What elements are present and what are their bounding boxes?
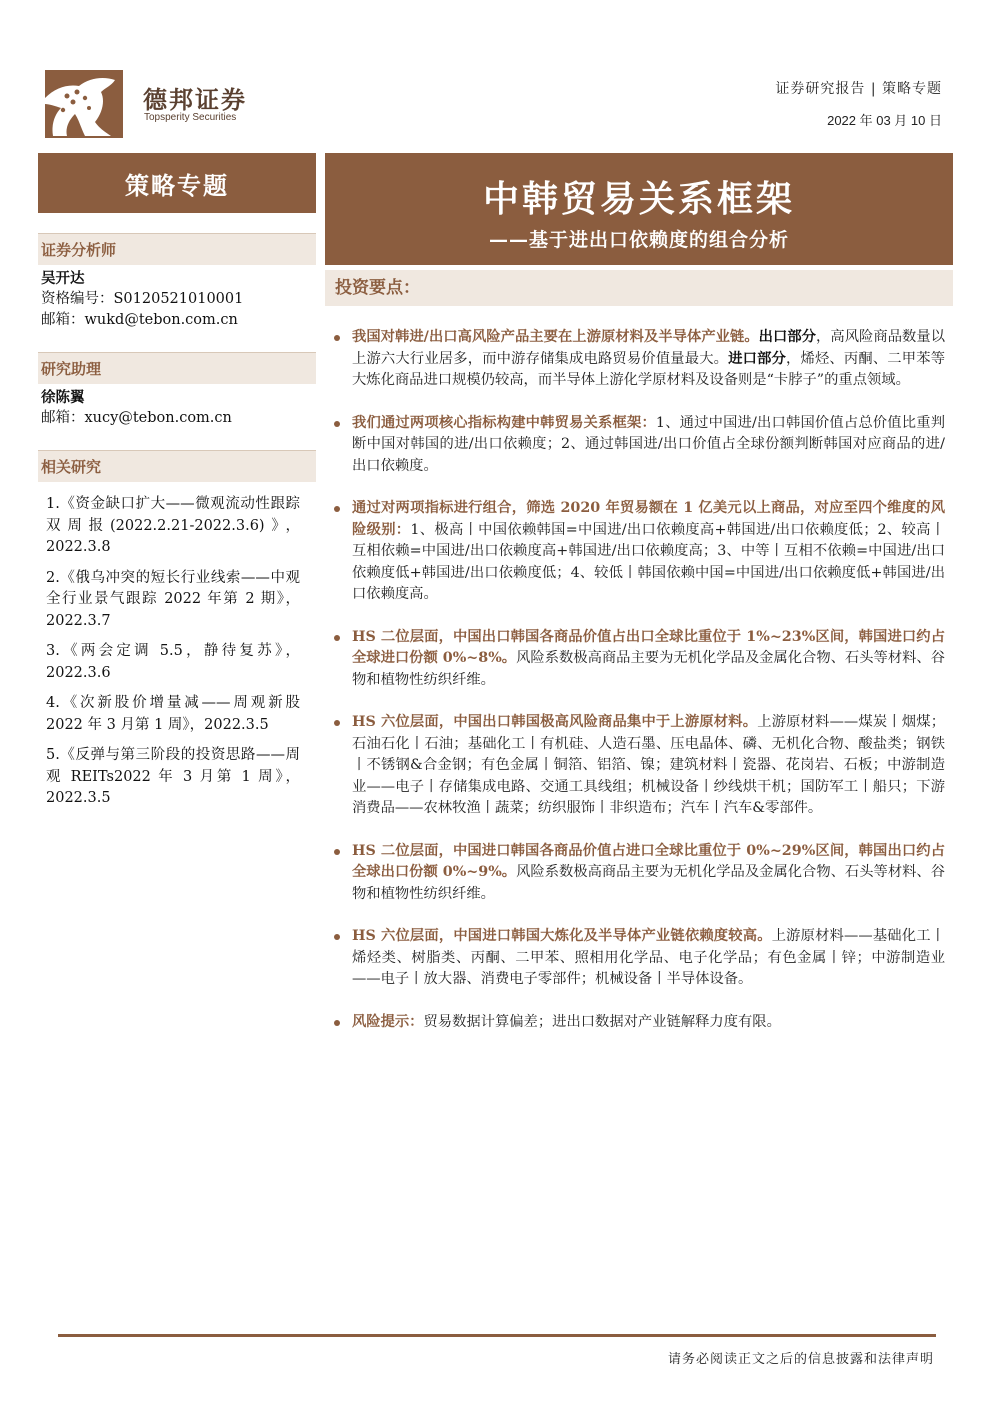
bullet-dot-icon [334,335,340,341]
company-logo [45,70,255,140]
logo-english-name: Topsperity Securities [144,112,237,123]
assistant-info [41,387,232,429]
related-item[interactable]: 5.《反弹与第三阶段的投资思路——周观 REITs2022 年 3 月第 1 周》，2022.3.5 [46,747,300,806]
key-point-text: ，烯烃、丙酮、二甲苯等大炼化商品进口规模仍较高，而半导体上游化学原材料及设备则是“卡脖子”的重点领域。 [352,350,946,388]
analyst-cert: 资格编号：S0120521010001 [41,291,244,307]
assistant-heading: 研究助理 [38,352,316,384]
key-point [332,413,945,478]
key-point [332,498,945,606]
related-heading: 相关研究 [38,450,316,482]
key-point-highlight: HS 六位层面，中国进口韩国大炼化及半导体产业链依赖度较高。 [352,928,772,944]
bullet-dot-icon [334,421,340,427]
bullet-dot-icon [334,635,340,641]
key-point-highlight: 通过对两项指标进行组合，筛选 2020 年贸易额在 1 亿美元以上商品，对应至四个维度的风险级别： [352,500,945,538]
analyst-name: 吴开达 [41,270,85,287]
bullet-dot-icon [334,849,340,855]
bullet-dot-icon [334,934,340,940]
analyst-heading: 证券分析师 [38,233,316,265]
key-point-highlight: 我国对韩进/出口高风险产品主要在上游原材料及半导体产业链。 [352,329,759,345]
key-point-highlight: HS 二位层面，中国进口韩国各商品价值占进口全球比重位于 0%~29%区间，韩国出口约占全球出口份额 0%~9%。 [352,842,945,880]
risk-warning [332,1012,945,1034]
key-points-heading: 投资要点： [325,270,953,306]
key-point [332,327,945,392]
related-item[interactable]: 1.《资金缺口扩大——微观流动性跟踪双周报(2022.2.21-2022.3.6)》，2022.3.8 [46,496,300,555]
risk-warning-label: 风险提示： [352,1013,424,1030]
assistant-email[interactable]: 邮箱：xucy@tebon.com.cn [41,410,232,426]
key-point-highlight: HS 六位层面，中国出口韩国极高风险商品集中于上游原材料。 [352,714,758,730]
analyst-info [41,268,243,331]
key-point-bold: 进口部分 [728,350,787,367]
logo-chinese-name: 德邦证券 [143,86,247,114]
key-point-text: 1、通过中国进/出口韩国价值占总价值比重判断中国对韩国的进/出口依赖度；2、通过韩国进/出口价值占全球份额判断韩国对应商品的进/出口依赖度。 [352,414,945,474]
footer-divider [58,1334,936,1337]
report-date: 2022 年 03 月 10 日 [827,113,942,128]
key-point [332,926,945,991]
key-point [332,712,945,820]
key-point-text: 风险系数极高商品主要为无机化学品及金属化合物、石头等材料、谷物和植物性纺织纤维。 [352,650,946,688]
analyst-email[interactable]: 邮箱：wukd@tebon.com.cn [41,312,238,328]
report-header [775,78,942,129]
key-point-bold: 出口部分 [758,329,817,345]
key-point [332,627,945,692]
related-item[interactable]: 3.《两会定调 5.5，静待复苏》，2022.3.6 [46,643,300,681]
leopard-logo-icon [45,70,123,138]
key-points-list [332,327,945,1054]
category-banner: 策略专题 [38,153,316,213]
bullet-dot-icon [334,506,340,512]
key-point-text: 上游原材料——基础化工丨烯烃类、树脂类、丙酮、二甲苯、照相用化学品、电子化学品；有色金属丨锌；中游制造业——电子丨放大器、消费电子零部件；机械设备丨半导体设备。 [352,928,946,987]
report-title: 中韩贸易关系框架 [482,178,795,220]
bullet-dot-icon [334,720,340,726]
related-item[interactable]: 2.《俄乌冲突的短长行业线索——中观全行业景气跟踪 2022 年第 2 期》，2022.3.7 [46,569,300,629]
key-point-text: 1、极高丨中国依赖韩国=中国进/出口依赖度高+韩国进/出口依赖度低；2、较高丨互相依赖=中国进/出口依赖度高+韩国进/出口依赖度高；3、中等丨互相不依赖=中国进/出口依赖度低+韩国进/出口依赖度低；4、较低丨韩国依赖中国=中国进/出口依赖度低+韩国进/出口依赖度高。 [352,521,946,602]
key-point-highlight: HS 二位层面，中国出口韩国各商品价值占出口全球比重位于 1%~23%区间，韩国进口约占全球进口份额 0%~8%。 [352,628,945,666]
related-research-list [46,494,300,819]
assistant-name: 徐陈翼 [41,389,85,406]
key-point-text: 风险系数极高商品主要为无机化学品及金属化合物、石头等材料、谷物和植物性纺织纤维。 [352,864,946,902]
related-item[interactable]: 4.《次新股价增量减——周观新股 2022 年 3 月第 1 周》，2022.3.5 [46,695,300,733]
title-banner [325,153,953,265]
key-point-highlight: 我们通过两项核心指标构建中韩贸易关系框架： [352,414,656,431]
report-type: 证券研究报告 | 策略专题 [775,81,942,97]
risk-warning-text: 贸易数据计算偏差；进出口数据对产业链解释力度有限。 [423,1013,781,1030]
key-point-text: 上游原材料——煤炭丨烟煤；石油石化丨石油；基础化工丨有机硅、人造石墨、压电晶体、磷、无机化合物、酸盐类；钢铁丨不锈钢&合金钢；有色金属丨铜箔、铝箔、镍；建筑材料丨瓷器、花岗岩、石板；中游制造业——电子丨存储集成电路、交通工具线组；机械设备丨纱线烘干机；国防军工丨船只；下游消费品——农林牧渔丨蔬菜；纺织服饰丨非织造布；汽车丨汽车&零部件。 [352,714,946,816]
key-point [332,841,945,906]
key-point-text: ，高风险商品数量以上游六大行业居多，而中游存储集成电路贸易价值量最大。 [352,329,946,367]
bullet-dot-icon [334,1020,340,1026]
report-subtitle: ——基于进出口依赖度的组合分析 [488,229,789,251]
footer-disclaimer: 请务必阅读正文之后的信息披露和法律声明 [667,1352,934,1367]
